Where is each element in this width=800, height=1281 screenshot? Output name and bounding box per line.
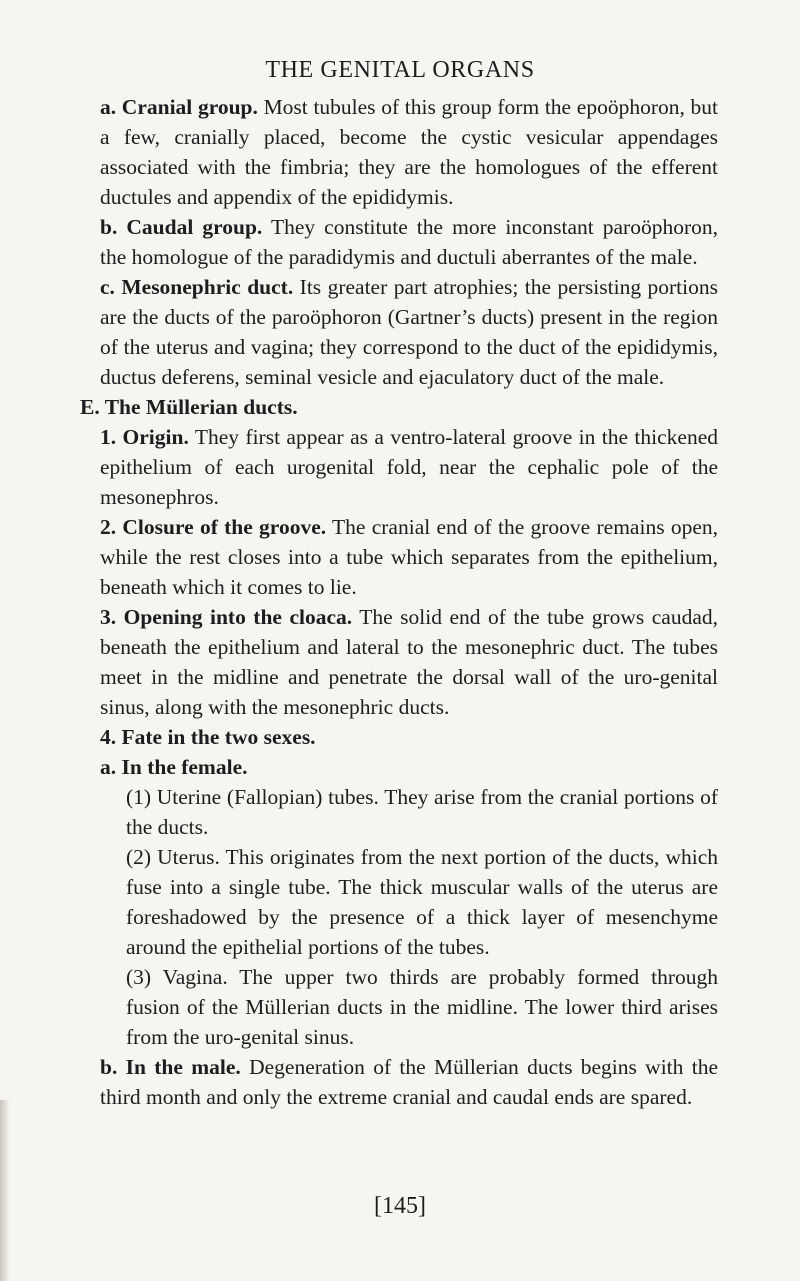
paragraph-label: c. Mesonephric duct.: [100, 275, 294, 299]
paragraph-cranial-group: [100, 92, 718, 212]
section-heading-label: E. The Müllerian ducts.: [80, 395, 298, 419]
paragraph-text: Degeneration of the Müllerian ducts begins with the third month and only the extreme cranial and caudal ends are spared.: [100, 1055, 718, 1109]
paragraph-opening-into-cloaca: [100, 602, 718, 722]
section-heading-mullerian-ducts: [80, 392, 718, 422]
paragraph-label: b. Caudal group.: [100, 215, 263, 239]
paragraph-in-the-male: [100, 1052, 718, 1112]
paragraph-label: (1) Uterine (Fallopian) tubes.: [126, 785, 379, 809]
paragraph-label: 4. Fate in the two sexes.: [100, 725, 316, 749]
paragraph-uterus: [126, 842, 718, 962]
paragraph-uterine-tubes: [126, 782, 718, 842]
paragraph-label: (2) Uterus.: [126, 845, 220, 869]
paragraph-text: The upper two thirds are probably formed through fusion of the Müllerian ducts in the midline. The lower third arises from the uro-genital sinus.: [126, 965, 719, 1049]
paragraph-origin: [100, 422, 718, 512]
paragraph-text: They first appear as a ventro-lateral groove in the thickened epithelium of each urogenital fold, near the cephalic pole of the mesonephros.: [100, 425, 718, 509]
paragraph-label: 3. Opening into the cloaca.: [100, 605, 353, 629]
page-edge-shadow: [0, 1100, 10, 1281]
paragraph-in-the-female: [100, 752, 718, 782]
paragraph-closure-of-groove: [100, 512, 718, 602]
paragraph-label: 2. Closure of the groove.: [100, 515, 327, 539]
paragraph-text: This originates from the next portion of the ducts, which fuse into a single tube. The thick muscular walls of the uterus are foreshadowed by the presence of a thick layer of mesenchyme around the epithelial portions of the tubes.: [126, 845, 719, 959]
paragraph-label: a. In the female.: [100, 755, 248, 779]
paragraph-text: They constitute the more inconstant paroöphoron, the homologue of the paradidymis and ductuli aberrantes of the male.: [100, 215, 718, 269]
paragraph-label: (3) Vagina.: [126, 965, 228, 989]
paragraph-mesonephric-duct: [100, 272, 718, 392]
paragraph-vagina: [126, 962, 718, 1052]
paragraph-text: The solid end of the tube grows caudad, beneath the epithelium and lateral to the mesonephric duct. The tubes meet in the midline and penetrate the dorsal wall of the uro-genital sinus, along with the mesonephric ducts.: [100, 605, 718, 719]
page-body: [80, 92, 719, 1112]
paragraph-caudal-group: [100, 212, 718, 272]
paragraph-fate-in-two-sexes: [100, 722, 718, 752]
paragraph-label: b. In the male.: [100, 1055, 241, 1079]
running-head: THE GENITAL ORGANS: [265, 57, 535, 83]
page-number: [145]: [374, 1193, 426, 1219]
paragraph-text: Its greater part atrophies; the persisting portions are the ducts of the paroöphoron (Gartner’s ducts) present in the region of the uterus and vagina; they correspond to the duct of the epididymis, ductus deferens, seminal vesicle and ejaculatory duct of the male.: [100, 275, 718, 389]
paragraph-text: The cranial end of the groove remains open, while the rest closes into a tube which separates from the epithelium, beneath which it comes to lie.: [100, 515, 718, 599]
paragraph-label: a. Cranial group.: [100, 95, 258, 119]
paragraph-label: 1. Origin.: [100, 425, 189, 449]
paragraph-text: They arise from the cranial portions of the ducts.: [126, 785, 718, 839]
paragraph-text: Most tubules of this group form the epoöphoron, but a few, cranially placed, become the cystic vesicular appendages associated with the fimbria; they are the homologues of the efferent ductules and appendix of the epididymis.: [100, 95, 718, 209]
